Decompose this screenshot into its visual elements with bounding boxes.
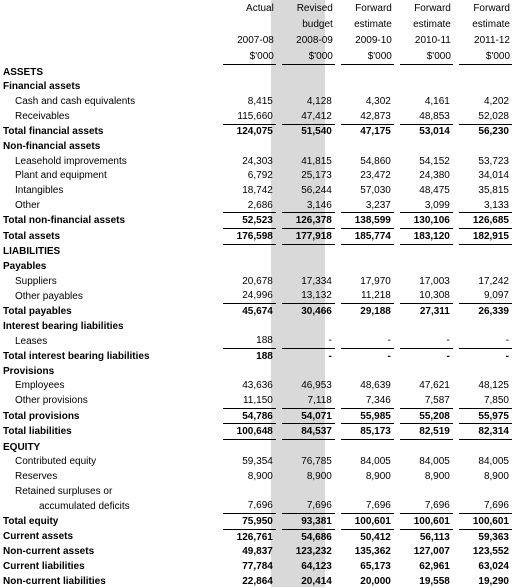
header-cell: $'000: [341, 48, 394, 65]
table-row: [0, 484, 512, 499]
row-label: Receivables: [15, 110, 70, 122]
value-cell: 2,686: [247, 199, 273, 211]
value-cell: 20,000: [360, 575, 391, 587]
value-cell: [341, 259, 394, 274]
row-label: Reserves: [15, 471, 58, 483]
value-cell: 176,598: [223, 229, 276, 245]
table-row: [0, 514, 512, 530]
value-cell: 20,678: [242, 275, 273, 287]
value-cell: [459, 80, 512, 95]
value-cell: 7,118: [307, 394, 332, 406]
header-cell: Revised: [296, 3, 333, 14]
value-cell: 8,900: [247, 471, 273, 483]
value-cell: 100,601: [459, 514, 512, 530]
value-cell: -: [282, 349, 335, 364]
value-cell: 48,639: [360, 380, 391, 392]
row-label: Non-current liabilities: [3, 575, 106, 587]
value-cell: 46,953: [301, 380, 332, 392]
value-cell: 4,302: [365, 96, 391, 108]
value-cell: [459, 259, 512, 274]
value-cell: 8,900: [365, 471, 391, 483]
table-row: [0, 393, 512, 408]
row-label: Total interest bearing liabilities: [3, 350, 150, 362]
table-row: [0, 124, 512, 139]
value-cell: 3,146: [306, 199, 332, 211]
value-cell: 59,354: [242, 456, 273, 468]
table-row: [0, 529, 512, 544]
value-cell: 100,648: [223, 424, 276, 440]
row-label: Total assets: [3, 230, 61, 242]
table-row: [0, 213, 512, 229]
row-label: Retained surpluses or: [15, 485, 113, 497]
value-cell: 76,785: [301, 456, 332, 468]
value-cell: 7,696: [424, 500, 450, 512]
table-row: [0, 469, 512, 484]
value-cell: [341, 139, 394, 154]
value-cell: 127,007: [413, 546, 450, 558]
header-cell: budget: [302, 19, 333, 30]
row-label: EQUITY: [3, 441, 41, 453]
value-cell: 7,587: [424, 394, 450, 406]
table-row: [0, 334, 512, 349]
header-cell: 2007-08: [237, 35, 274, 46]
value-cell: 183,120: [400, 229, 453, 245]
value-cell: 18,742: [242, 184, 273, 196]
header-cell: $'000: [400, 48, 453, 65]
table-row: [0, 259, 512, 274]
value-cell: [400, 139, 453, 154]
table-row: [0, 364, 512, 379]
row-label: Interest bearing liabilities: [3, 320, 124, 332]
value-cell: 51,540: [282, 124, 335, 139]
value-cell: [341, 80, 394, 95]
value-cell: [459, 139, 512, 154]
value-cell: 30,466: [282, 304, 335, 319]
value-cell: -: [341, 349, 394, 364]
value-cell: 77,784: [242, 560, 273, 572]
value-cell: 100,601: [400, 514, 453, 530]
value-cell: 17,970: [360, 275, 391, 287]
row-label: Other: [15, 199, 41, 211]
value-cell: 63,024: [478, 560, 509, 572]
value-cell: 3,099: [424, 199, 450, 211]
value-cell: [341, 65, 394, 80]
value-cell: 135,362: [354, 546, 391, 558]
header-cell: estimate: [413, 19, 451, 30]
header-row-3: [0, 32, 512, 48]
value-cell: 115,660: [237, 110, 273, 122]
row-label: Total non-financial assets: [3, 215, 126, 227]
value-cell: [282, 80, 335, 95]
value-cell: 7,696: [365, 500, 391, 512]
row-label: Leases: [15, 335, 48, 347]
table-row: [0, 139, 512, 154]
value-cell: 26,339: [459, 304, 512, 319]
value-cell: -: [387, 335, 391, 347]
value-cell: 75,950: [223, 514, 276, 530]
value-cell: 126,761: [236, 531, 273, 543]
row-label: Total liabilities: [3, 426, 72, 438]
value-cell: 54,860: [360, 155, 391, 167]
value-cell: 4,128: [306, 96, 332, 108]
value-cell: 52,523: [223, 213, 276, 229]
value-cell: 35,815: [478, 184, 509, 196]
value-cell: 8,900: [424, 471, 450, 483]
value-cell: [223, 364, 276, 379]
header-cell: [223, 16, 276, 32]
value-cell: 7,696: [306, 500, 332, 512]
row-label: Current assets: [3, 531, 74, 543]
row-label: Financial assets: [3, 81, 81, 93]
table-row: [0, 545, 512, 560]
value-cell: [223, 244, 276, 259]
row-label: Other provisions: [15, 395, 88, 407]
value-cell: 84,005: [360, 456, 391, 468]
value-cell: 4,202: [483, 96, 509, 108]
value-cell: 62,961: [419, 560, 450, 572]
value-cell: 19,290: [478, 575, 509, 587]
table-row: [0, 80, 512, 95]
value-cell: 123,552: [472, 546, 509, 558]
value-cell: 11,150: [242, 394, 273, 406]
value-cell: 8,415: [247, 96, 273, 108]
header-row-1: [0, 0, 512, 16]
table-row: [0, 574, 512, 588]
value-cell: 6,792: [247, 170, 273, 182]
table-row: [0, 440, 512, 455]
value-cell: [400, 440, 453, 455]
value-cell: [459, 319, 512, 334]
value-cell: 17,334: [301, 275, 332, 287]
value-cell: [341, 440, 394, 455]
value-cell: 19,558: [419, 575, 450, 587]
value-cell: 52,028: [478, 110, 509, 122]
value-cell: 126,685: [459, 213, 512, 229]
value-cell: [282, 259, 335, 274]
value-cell: 54,786: [223, 408, 276, 424]
value-cell: [459, 244, 512, 259]
value-cell: [282, 319, 335, 334]
value-cell: [223, 440, 276, 455]
value-cell: 17,003: [419, 275, 450, 287]
value-cell: 54,071: [282, 408, 335, 424]
value-cell: 7,346: [365, 394, 391, 406]
value-cell: 84,537: [282, 424, 335, 440]
value-cell: [400, 80, 453, 95]
value-cell: -: [459, 349, 512, 364]
value-cell: [282, 364, 335, 379]
value-cell: 100,601: [341, 514, 394, 530]
header-cell: Forward: [473, 3, 510, 14]
value-cell: 7,696: [483, 500, 509, 512]
value-cell: [282, 65, 335, 80]
value-cell: -: [328, 335, 332, 347]
value-cell: 47,175: [341, 124, 394, 139]
value-cell: 24,380: [419, 170, 450, 182]
row-label: Current liabilities: [3, 560, 85, 572]
value-cell: 50,412: [360, 531, 391, 543]
row-label: Non-current assets: [3, 546, 95, 558]
row-label: Plant and equipment: [15, 170, 107, 182]
value-cell: 55,975: [459, 408, 512, 424]
value-cell: 45,674: [223, 304, 276, 319]
header-cell: $'000: [223, 48, 276, 65]
value-cell: 123,232: [295, 546, 332, 558]
row-label: Suppliers: [15, 275, 57, 287]
value-cell: 182,915: [459, 229, 512, 245]
table-row: [0, 378, 512, 393]
table-row: [0, 154, 512, 169]
value-cell: 55,985: [341, 408, 394, 424]
value-cell: 22,864: [242, 575, 273, 587]
value-cell: 29,188: [341, 304, 394, 319]
value-cell: -: [400, 349, 453, 364]
value-cell: [341, 244, 394, 259]
row-label: LIABILITIES: [3, 246, 61, 258]
value-cell: 27,311: [400, 304, 453, 319]
value-cell: 9,097: [483, 290, 509, 302]
value-cell: [223, 484, 276, 499]
table-row: [0, 349, 512, 364]
row-label: Total payables: [3, 305, 72, 317]
row-label: Contributed equity: [15, 456, 97, 468]
value-cell: [459, 364, 512, 379]
header-label-cell: [0, 32, 223, 48]
header-label-cell: [0, 0, 223, 16]
value-cell: [400, 319, 453, 334]
value-cell: 54,686: [301, 531, 332, 543]
value-cell: 20,414: [301, 575, 332, 587]
value-cell: [459, 65, 512, 80]
header-cell: 2008-09: [296, 35, 333, 46]
value-cell: [400, 364, 453, 379]
value-cell: 84,005: [419, 456, 450, 468]
value-cell: 23,472: [360, 170, 391, 182]
header-cell: Forward: [355, 3, 392, 14]
value-cell: 56,113: [419, 531, 450, 543]
value-cell: 138,599: [341, 213, 394, 229]
value-cell: 13,132: [301, 290, 332, 302]
value-cell: 7,850: [483, 394, 509, 406]
value-cell: 42,873: [360, 110, 391, 122]
value-cell: 4,161: [424, 96, 450, 108]
value-cell: 82,519: [400, 424, 453, 440]
header-cell: $'000: [282, 48, 335, 65]
value-cell: 8,900: [483, 471, 509, 483]
table-row: [0, 559, 512, 574]
value-cell: [282, 484, 335, 499]
row-label: Intangibles: [15, 184, 64, 196]
row-label: accumulated deficits: [39, 500, 130, 512]
value-cell: 53,014: [400, 124, 453, 139]
value-cell: [341, 364, 394, 379]
row-label: Total provisions: [3, 410, 80, 422]
value-cell: 177,918: [282, 229, 335, 245]
table-row: [0, 408, 512, 424]
value-cell: [459, 440, 512, 455]
value-cell: [282, 139, 335, 154]
value-cell: 126,378: [282, 213, 335, 229]
table-row: [0, 168, 512, 183]
row-label: Total financial assets: [3, 126, 104, 138]
table-row: [0, 198, 512, 213]
value-cell: 85,173: [341, 424, 394, 440]
header-label-cell: [0, 48, 223, 65]
value-cell: [400, 65, 453, 80]
table-row: [0, 424, 512, 440]
value-cell: 124,075: [223, 124, 276, 139]
header-cell: 2009-10: [355, 35, 392, 46]
header-cell: Forward: [414, 3, 451, 14]
table-row: [0, 304, 512, 319]
row-label: Leasehold improvements: [15, 155, 127, 167]
value-cell: -: [505, 335, 509, 347]
value-cell: 56,230: [459, 124, 512, 139]
value-cell: 43,636: [242, 380, 273, 392]
value-cell: -: [446, 335, 450, 347]
value-cell: 48,125: [478, 380, 509, 392]
value-cell: 41,815: [301, 155, 332, 167]
row-label: Payables: [3, 261, 47, 273]
header-cell: $'000: [459, 48, 512, 65]
value-cell: [282, 440, 335, 455]
header-label-cell: [0, 16, 223, 32]
value-cell: 47,412: [301, 110, 332, 122]
value-cell: 55,208: [400, 408, 453, 424]
value-cell: 56,244: [301, 184, 332, 196]
value-cell: [223, 139, 276, 154]
row-label: Total equity: [3, 516, 59, 528]
value-cell: 93,381: [282, 514, 335, 530]
header-row-4: [0, 48, 512, 65]
table-row: [0, 319, 512, 334]
table-row: [0, 455, 512, 470]
value-cell: [400, 244, 453, 259]
value-cell: [341, 319, 394, 334]
value-cell: 24,303: [242, 155, 273, 167]
value-cell: 3,133: [483, 199, 509, 211]
header-cell: 2011-12: [474, 35, 510, 46]
table-row: [0, 65, 512, 80]
value-cell: 47,621: [419, 380, 450, 392]
value-cell: 10,308: [419, 290, 450, 302]
header-cell: Actual: [246, 3, 274, 14]
table-row: [0, 229, 512, 245]
value-cell: [459, 484, 512, 499]
value-cell: 84,005: [478, 456, 509, 468]
table-row: [0, 274, 512, 289]
header-cell: 2010-11: [414, 35, 451, 46]
value-cell: 34,014: [478, 170, 509, 182]
table-row: [0, 183, 512, 198]
value-cell: 188: [223, 349, 276, 364]
value-cell: [400, 259, 453, 274]
value-cell: 11,218: [361, 290, 391, 302]
value-cell: 59,363: [478, 531, 509, 543]
value-cell: 53,723: [478, 155, 509, 167]
value-cell: [400, 484, 453, 499]
table-row: [0, 289, 512, 304]
value-cell: [223, 80, 276, 95]
row-label: Other payables: [15, 290, 83, 302]
value-cell: 57,030: [360, 184, 391, 196]
row-label: ASSETS: [3, 66, 44, 78]
value-cell: [223, 319, 276, 334]
value-cell: 3,237: [365, 199, 391, 211]
table-row: [0, 109, 512, 124]
header-cell: estimate: [354, 19, 392, 30]
value-cell: 185,774: [341, 229, 394, 245]
row-label: Cash and cash equivalents: [15, 96, 136, 108]
value-cell: 48,475: [419, 184, 450, 196]
row-label: Non-financial assets: [3, 141, 101, 153]
value-cell: 17,242: [478, 275, 509, 287]
value-cell: 25,173: [301, 170, 332, 182]
table-row: [0, 244, 512, 259]
value-cell: 64,123: [301, 560, 332, 572]
value-cell: 49,837: [242, 546, 273, 558]
value-cell: 8,900: [306, 471, 332, 483]
row-label: Provisions: [3, 365, 55, 377]
value-cell: 188: [256, 335, 273, 347]
header-row-2: [0, 16, 512, 32]
value-cell: 130,106: [400, 213, 453, 229]
value-cell: [223, 65, 276, 80]
row-label: Employees: [15, 380, 65, 392]
value-cell: 82,314: [459, 424, 512, 440]
value-cell: 24,996: [242, 290, 273, 302]
value-cell: [282, 244, 335, 259]
table-row: [0, 94, 512, 109]
value-cell: 7,696: [247, 500, 273, 512]
value-cell: 54,152: [419, 155, 450, 167]
value-cell: [223, 259, 276, 274]
header-cell: estimate: [472, 19, 510, 30]
value-cell: [341, 484, 394, 499]
value-cell: 65,173: [360, 560, 391, 572]
value-cell: 48,853: [419, 110, 450, 122]
table-row: [0, 499, 512, 514]
